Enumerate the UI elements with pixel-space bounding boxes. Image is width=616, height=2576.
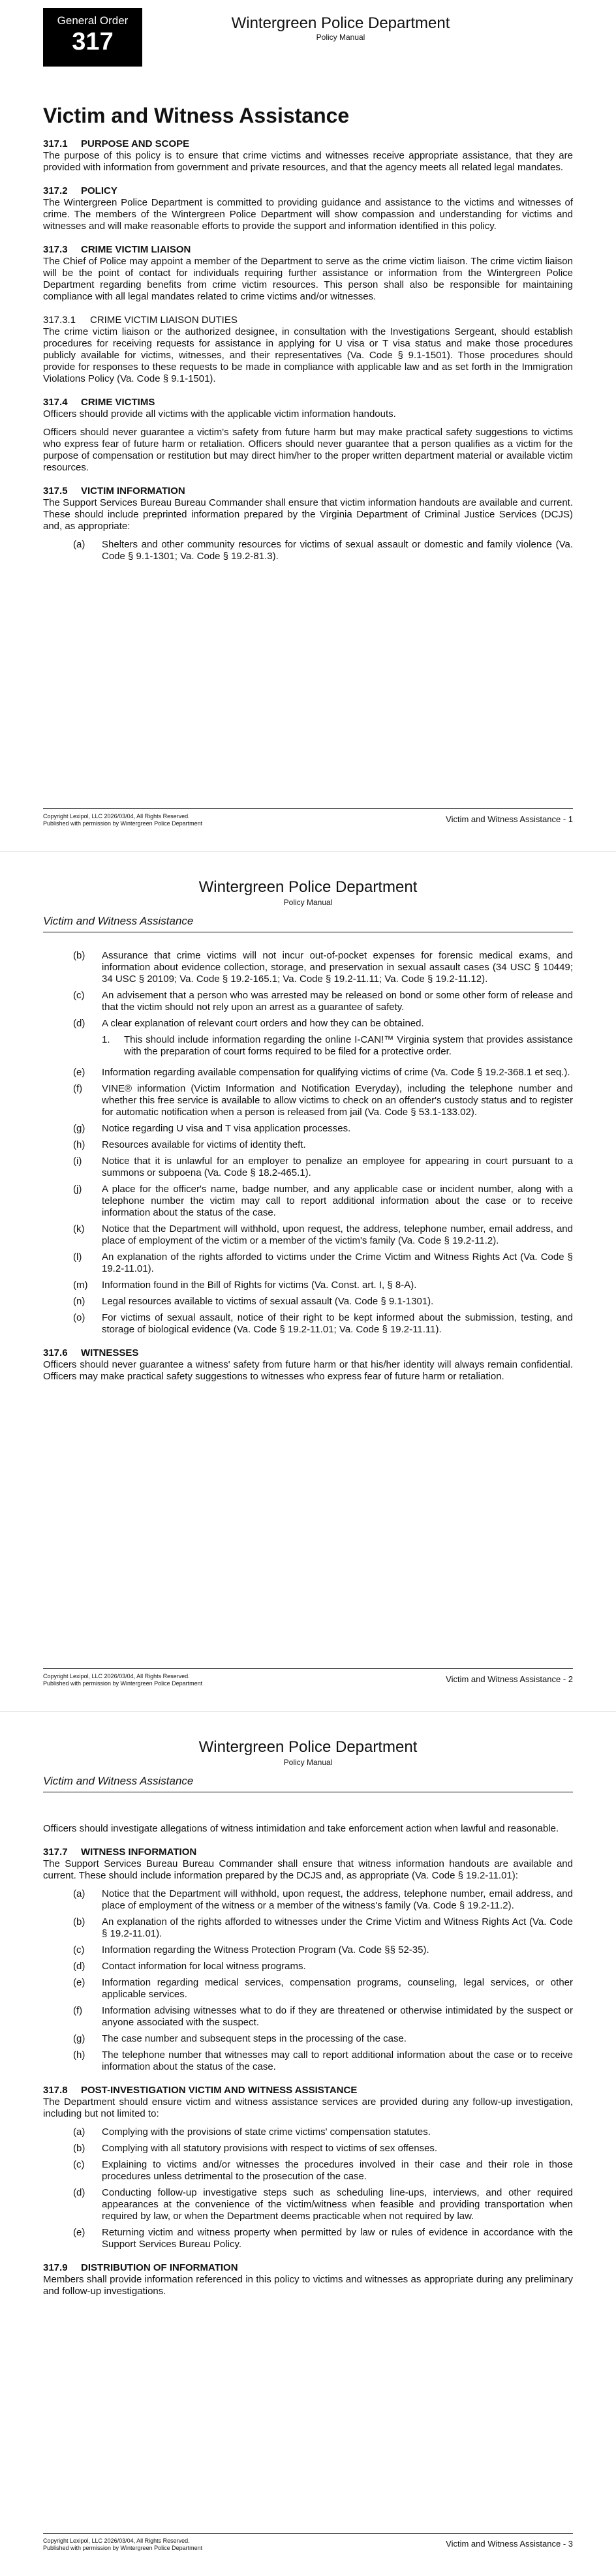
list-marker: (h) bbox=[73, 1139, 85, 1150]
copyright-line: Published with permission by Wintergreen Police Department bbox=[43, 820, 203, 827]
list-marker: (f) bbox=[73, 2005, 83, 2016]
section-title: CRIME VICTIM LIAISON bbox=[81, 244, 191, 255]
list-item bbox=[73, 1888, 573, 1912]
list-text: The case number and subsequent steps in the processing of the case. bbox=[102, 2033, 407, 2044]
copyright-line: Copyright Lexipol, LLC 2026/03/04, All Rights Reserved. bbox=[43, 813, 190, 820]
list-marker: (c) bbox=[73, 1944, 85, 1955]
list-text: Contact information for local witness programs. bbox=[102, 1961, 306, 1972]
list-marker: (o) bbox=[73, 1312, 85, 1323]
section-body: The Chief of Police may appoint a member of the Department to serve as the crime victim liaison. The crime victim liaison will be the point of contact for individuals requiring further assistance or information from the Wintergreen Police Department regarding benefits from crime victim resources. This person shall also be responsible for maintaining compliance with all legal mandates related to crime victims and/or witnesses. bbox=[43, 256, 573, 302]
section-317-7 bbox=[43, 1847, 573, 2073]
list-marker: (e) bbox=[73, 1067, 85, 1078]
sub-list-item bbox=[102, 1034, 573, 1058]
section-heading bbox=[43, 1847, 573, 1858]
list-item bbox=[73, 2049, 573, 2073]
section-number: 317.9 bbox=[43, 2262, 68, 2273]
list-marker: (i) bbox=[73, 1156, 82, 1167]
section-title: VICTIM INFORMATION bbox=[81, 485, 185, 497]
list-text: This should include information regarding the online I-CAN!™ Virginia system that provides assistance with the preparation of court forms required to be filed for a protective order. bbox=[124, 1034, 573, 1057]
list-text: Explaining to victims and/or witnesses the procedures involved in their case and their role in those procedures unless detrimental to the prosecution of the case. bbox=[102, 2159, 573, 2182]
section-317-2 bbox=[43, 185, 573, 232]
section-heading bbox=[43, 138, 573, 150]
list-text: Notice that the Department will withhold, upon request, the address, telephone number, email address, and place of employment of the victim or a member of the victim's family (Va. Code § 19.2-11.2). bbox=[102, 1223, 573, 1246]
list-text: Shelters and other community resources for victims of sexual assault or domestic and family violence (Va. Code § 9.1-1301; Va. Code § 19.2-81.3). bbox=[102, 539, 573, 562]
section-heading bbox=[43, 397, 573, 408]
list-item bbox=[73, 2159, 573, 2183]
document-title: Victim and Witness Assistance bbox=[43, 104, 350, 127]
badge-number: 317 bbox=[72, 28, 114, 55]
org-title: Wintergreen Police Department bbox=[231, 14, 450, 32]
list-item bbox=[73, 1156, 573, 1179]
list-text: Complying with all statutory provisions with respect to victims of sex offenses. bbox=[102, 2143, 438, 2154]
list-text: An explanation of the rights afforded to witnesses under the Crime Victim and Witness Rights Act (Va. Code § 19.2-11.01). bbox=[102, 1916, 573, 1939]
section-heading bbox=[43, 2085, 573, 2096]
section-317-8 bbox=[43, 2085, 573, 2250]
list-item bbox=[73, 1123, 573, 1135]
post-investigation-list bbox=[73, 2126, 573, 2250]
section-body: Officers should never guarantee a witness' safety from future harm or that his/her identity will always remain confidential. Officers may make practical safety suggestions to witnesses who express fear of future harm or retaliation. bbox=[43, 1359, 573, 1382]
list-item bbox=[73, 2126, 573, 2138]
section-title: CRIME VICTIMS bbox=[81, 397, 155, 408]
running-title: Victim and Witness Assistance bbox=[43, 915, 573, 932]
page-3 bbox=[0, 1712, 616, 2576]
section-number: 317.2 bbox=[43, 185, 68, 196]
list-marker: (c) bbox=[73, 990, 85, 1001]
list-text: An advisement that a person who was arrested may be released on bond or some other form of release and that the victim should not rely upon an arrest as a guarantee of safety. bbox=[102, 990, 573, 1013]
page-1 bbox=[0, 0, 616, 851]
list-item bbox=[73, 1184, 573, 1219]
list-item bbox=[73, 1018, 573, 1062]
list-text: Information advising witnesses what to do if they are threatened or otherwise intimidated by the suspect or anyone associated with the suspect. bbox=[102, 2005, 573, 2028]
section-317-3-1 bbox=[43, 314, 573, 385]
list-item bbox=[73, 1251, 573, 1275]
list-item bbox=[73, 1067, 573, 1079]
subsection-title: CRIME VICTIM LIAISON DUTIES bbox=[90, 314, 238, 326]
list-item bbox=[73, 950, 573, 985]
list-text: Notice that the Department will withhold, upon request, the address, telephone number, email address, and place of employment of the witness or a member of the witness's family (Va. Code § 19.2-11.2). bbox=[102, 1888, 573, 1911]
witness-info-list bbox=[73, 1888, 573, 2073]
list-item bbox=[73, 539, 573, 562]
section-title: WITNESSES bbox=[81, 1347, 139, 1358]
page-number: Victim and Witness Assistance - 2 bbox=[446, 1674, 573, 1684]
section-317-9 bbox=[43, 2262, 573, 2297]
page-number: Victim and Witness Assistance - 3 bbox=[446, 2539, 573, 2549]
section-body: The purpose of this policy is to ensure that crime victims and witnesses receive appropriate assistance, that they are provided with information from government and private resources, and that the agency meets all related legal mandates. bbox=[43, 150, 573, 173]
list-item bbox=[73, 1139, 573, 1151]
org-subtitle: Policy Manual bbox=[316, 33, 365, 42]
section-body: The Support Services Bureau Bureau Commander shall ensure that victim information handouts are available and current. These should include preprinted information prepared by the Virginia Department of Criminal Justice Services (DCJS) and, as appropriate: bbox=[43, 497, 573, 532]
section-317-4 bbox=[43, 397, 573, 474]
list-marker: (k) bbox=[73, 1223, 85, 1234]
copyright-line: Published with permission by Wintergreen Police Department bbox=[43, 2545, 203, 2551]
list-item bbox=[73, 1916, 573, 1940]
list-text: An explanation of the rights afforded to victims under the Crime Victim and Witness Rights Act (Va. Code § 19.2-11.01). bbox=[102, 1251, 573, 1274]
section-heading bbox=[43, 1347, 573, 1359]
section-317-3 bbox=[43, 244, 573, 303]
list-item bbox=[73, 2227, 573, 2250]
list-marker: (m) bbox=[73, 1280, 88, 1291]
copyright-line: Copyright Lexipol, LLC 2026/03/04, All Rights Reserved. bbox=[43, 2538, 190, 2544]
list-marker: (e) bbox=[73, 1977, 85, 1988]
list-marker: (c) bbox=[73, 2159, 85, 2170]
section-number: 317.8 bbox=[43, 2085, 68, 2096]
page-number: Victim and Witness Assistance - 1 bbox=[446, 814, 573, 824]
section-317-6 bbox=[43, 1347, 573, 1383]
section-number: 317.7 bbox=[43, 1847, 68, 1858]
list-text: Notice regarding U visa and T visa application processes. bbox=[102, 1123, 351, 1134]
org-subtitle: Policy Manual bbox=[283, 898, 333, 907]
list-text: Legal resources available to victims of sexual assault (Va. Code § 9.1-1301). bbox=[102, 1296, 434, 1307]
list-item bbox=[73, 2005, 573, 2029]
victim-info-list bbox=[73, 950, 573, 1336]
list-marker: (a) bbox=[73, 539, 85, 550]
copyright bbox=[43, 813, 202, 827]
list-marker: (a) bbox=[73, 1888, 85, 1899]
section-body: Officers should provide all victims with the applicable victim information handouts. bbox=[43, 408, 396, 420]
section-heading bbox=[43, 244, 573, 256]
subsection-number: 317.3.1 bbox=[43, 314, 76, 326]
section-number: 317.3 bbox=[43, 244, 68, 255]
list-text: Resources available for victims of identity theft. bbox=[102, 1139, 306, 1150]
list-text: Notice that it is unlawful for an employer to penalize an employee for appearing in court pursuant to a summons or subpoena (Va. Code § 18.2-465.1). bbox=[102, 1156, 573, 1178]
section-body: The Wintergreen Police Department is committed to providing guidance and assistance to the victims and witnesses of crime. The members of the Wintergreen Police Department will show compassion and understanding for victims and witnesses and will make reasonable efforts to provide the support and information identified in this policy. bbox=[43, 197, 573, 232]
list-item bbox=[73, 1977, 573, 2001]
sub-list bbox=[102, 1034, 573, 1058]
section-body: The crime victim liaison or the authorized designee, in consultation with the Investigations Sergeant, should establish procedures for receiving requests for assistance in applying for U visa or T visa status and make those procedures publicly available for victims, witnesses, and their representatives (Va. Code § 9.1-1501). Those procedures should provide for responses to these requests to be made in compliance with applicable law and as set forth in the Immigration Violations Policy (Va. Code § 9.1-1501). bbox=[43, 326, 573, 384]
org-subtitle: Policy Manual bbox=[283, 1758, 333, 1767]
list-marker: (d) bbox=[73, 1961, 85, 1972]
list-text: A place for the officer's name, badge number, and any applicable case or incident number, along with a telephone number the victim may call to report additional information about the case or to receive information about the status of the case. bbox=[102, 1184, 573, 1218]
list-marker: (l) bbox=[73, 1251, 82, 1263]
list-item bbox=[73, 1223, 573, 1247]
list-item bbox=[73, 1944, 573, 1956]
list-item bbox=[73, 1280, 573, 1291]
running-title: Victim and Witness Assistance bbox=[43, 1775, 573, 1792]
list-marker: (d) bbox=[73, 2187, 85, 2198]
org-title: Wintergreen Police Department bbox=[198, 878, 418, 896]
list-marker: (g) bbox=[73, 1123, 85, 1134]
page-footer bbox=[43, 808, 573, 832]
section-number: 317.1 bbox=[43, 138, 68, 149]
subsection-heading bbox=[43, 314, 573, 326]
page-1-content bbox=[43, 138, 573, 574]
section-title: DISTRIBUTION OF INFORMATION bbox=[81, 2262, 238, 2273]
section-317-5-continued bbox=[43, 950, 573, 1336]
list-text: Complying with the provisions of state crime victims' compensation statutes. bbox=[102, 2126, 431, 2138]
list-text: Assurance that crime victims will not incur out-of-pocket expenses for forensic medical exams, and information about evidence collection, storage, and preservation in sexual assault cases (34 USC § 10449; 34 USC § 20109; Va. Code § 19.2-165.1; Va. Code § 19.2-11.11; Va. Code § 19.2-11.12). bbox=[102, 950, 573, 985]
list-marker: (g) bbox=[73, 2033, 85, 2044]
list-item bbox=[73, 1296, 573, 1308]
list-text bbox=[102, 1018, 573, 1062]
org-title: Wintergreen Police Department bbox=[198, 1738, 418, 1756]
list-text: Information regarding the Witness Protection Program (Va. Code §§ 52-35). bbox=[102, 1944, 429, 1955]
section-body: Officers should investigate allegations of witness intimidation and take enforcement action when lawful and reasonable. bbox=[43, 1823, 559, 1834]
section-heading bbox=[43, 485, 573, 497]
copyright bbox=[43, 2538, 202, 2552]
section-body: The Department should ensure victim and witness assistance services are provided during any follow-up investigation, including but not limited to: bbox=[43, 2096, 573, 2119]
list-marker: (d) bbox=[73, 1018, 85, 1029]
section-number: 317.6 bbox=[43, 1347, 68, 1358]
copyright-line: Published with permission by Wintergreen Police Department bbox=[43, 1680, 203, 1687]
list-item bbox=[73, 2033, 573, 2045]
copyright bbox=[43, 1673, 202, 1687]
list-marker: (h) bbox=[73, 2049, 85, 2061]
list-item bbox=[73, 1961, 573, 1972]
list-item bbox=[73, 1312, 573, 1336]
section-number: 317.4 bbox=[43, 397, 68, 408]
section-body: Members shall provide information referenced in this policy to victims and witnesses as appropriate during any preliminary and follow-up investigations. bbox=[43, 2274, 573, 2297]
list-item bbox=[73, 990, 573, 1013]
badge-label: General Order bbox=[57, 14, 129, 27]
page-3-content bbox=[43, 1823, 573, 2309]
list-text: Information regarding medical services, compensation programs, counseling, legal services, or other applicable services. bbox=[102, 1977, 573, 2000]
list-marker: (n) bbox=[73, 1296, 85, 1307]
list-text: The telephone number that witnesses may call to report additional information about the case or to receive information about the status of the case. bbox=[102, 2049, 573, 2072]
list-text-main: A clear explanation of relevant court orders and how they can be obtained. bbox=[102, 1018, 424, 1029]
section-body: Officers should never guarantee a victim's safety from future harm but may make practical safety suggestions to victims who express fear of future harm or retaliation. Officers should never guarantee that a person qualifies as a victim for the purpose of compensation or restitution but may direct him/her to the proper written department material or available victim resources. bbox=[43, 427, 573, 473]
list-marker: (b) bbox=[73, 2143, 85, 2154]
section-body: The Support Services Bureau Bureau Commander shall ensure that witness information handouts are available and current. These should include information prepared by the DCJS and, as appropriate (Va. Code § 19.2-11.01): bbox=[43, 1858, 573, 1881]
section-heading bbox=[43, 185, 573, 197]
list-marker: (f) bbox=[73, 1083, 83, 1094]
page-2-content bbox=[43, 950, 573, 1394]
list-marker: 1. bbox=[102, 1034, 110, 1045]
page-2 bbox=[0, 852, 616, 1711]
section-title: PURPOSE AND SCOPE bbox=[81, 138, 190, 149]
list-text: For victims of sexual assault, notice of their right to be kept informed about the submission, testing, and storage of biological evidence (Va. Code § 19.2-11.01; Va. Code § 19.2-11.11). bbox=[102, 1312, 573, 1335]
section-heading bbox=[43, 2262, 573, 2274]
list-marker: (j) bbox=[73, 1184, 82, 1195]
list-text: VINE® information (Victim Information and Notification Everyday), including the telephone number and whether this free service is available to allow victims to check on an offender's custody status and to register for automatic notification when a person is released from jail (Va. Code § 53.1-133.02). bbox=[102, 1083, 573, 1118]
section-317-5 bbox=[43, 485, 573, 562]
list-marker: (e) bbox=[73, 2227, 85, 2238]
section-317-6-continued bbox=[43, 1823, 573, 1835]
copyright-line: Copyright Lexipol, LLC 2026/03/04, All Rights Reserved. bbox=[43, 1673, 190, 1679]
section-title: POST-INVESTIGATION VICTIM AND WITNESS ASSISTANCE bbox=[81, 2085, 358, 2096]
list-item bbox=[73, 2187, 573, 2222]
list-text: Returning victim and witness property when permitted by law or rules of evidence in accordance with the Support Services Bureau Policy. bbox=[102, 2227, 573, 2250]
page-footer bbox=[43, 1668, 573, 1692]
list-marker: (b) bbox=[73, 950, 85, 961]
section-317-1 bbox=[43, 138, 573, 174]
list-text: Information regarding available compensation for qualifying victims of crime (Va. Code § 19.2-368.1 et seq.). bbox=[102, 1067, 570, 1078]
list-text: Conducting follow-up investigative steps such as scheduling line-ups, interviews, and other required appearances at the convenience of the victim/witness when feasible and providing transportation when required by law, or when the Department deems practicable when not required by law. bbox=[102, 2187, 573, 2222]
victim-info-list bbox=[73, 539, 573, 562]
list-marker: (b) bbox=[73, 1916, 85, 1927]
list-marker: (a) bbox=[73, 2126, 85, 2138]
page-footer bbox=[43, 2533, 573, 2556]
list-text: Information found in the Bill of Rights for victims (Va. Const. art. I, § 8-A). bbox=[102, 1280, 417, 1291]
section-number: 317.5 bbox=[43, 485, 68, 497]
list-item bbox=[73, 1083, 573, 1118]
section-title: WITNESS INFORMATION bbox=[81, 1847, 197, 1858]
list-item bbox=[73, 2143, 573, 2154]
section-title: POLICY bbox=[81, 185, 117, 196]
